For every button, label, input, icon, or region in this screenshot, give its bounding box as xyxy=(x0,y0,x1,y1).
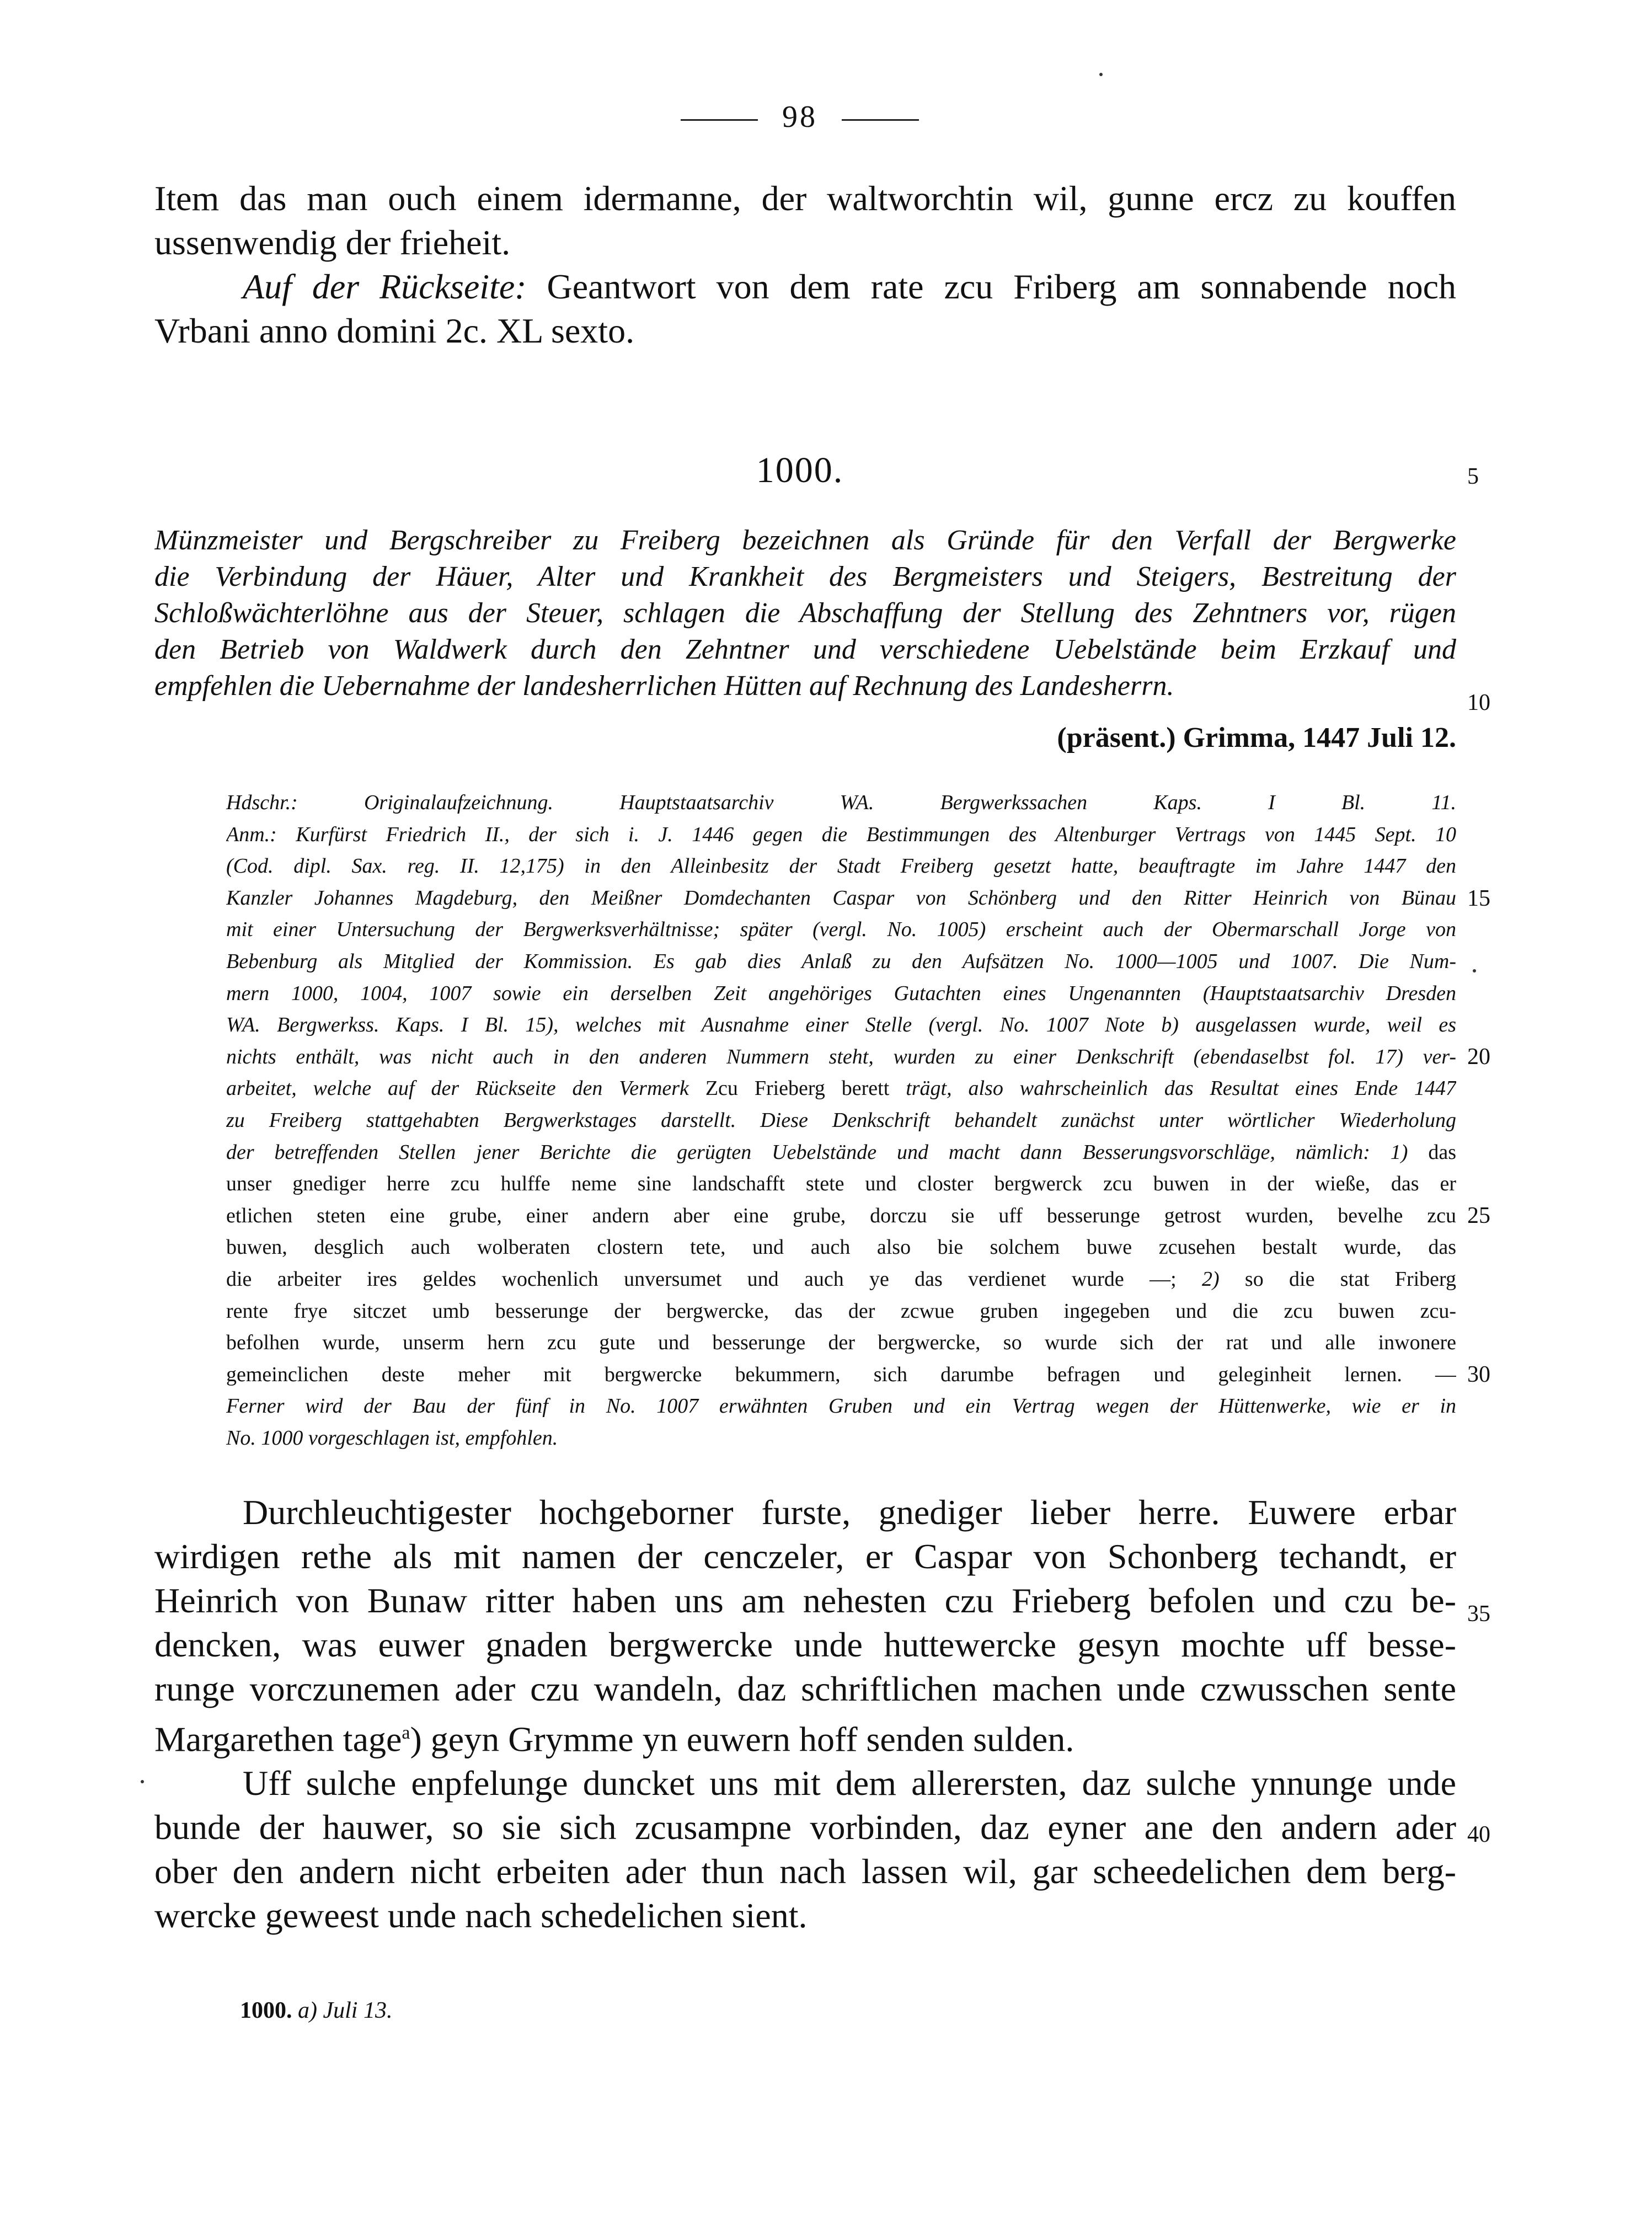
note-segment: Ferner wird der Bau der fünf in No. 1007 erwähnten Gruben und ein Vertrag wegen der Hüttenwerke, wie er in xyxy=(226,1394,1456,1418)
note-segment: unser gnediger herre zcu hulffe neme sine landschafft stete und closter bergwerck zcu buwen in der wieße, das er xyxy=(226,1172,1456,1196)
note-line xyxy=(226,1327,1456,1359)
note-segment: nichts enthält, was nicht auch in den anderen Nummern steht, wurden zu einer Denkschrift (ebendaselbst fol. 17) ver- xyxy=(226,1045,1456,1068)
document-date: (präsent.) Grimma, 1447 Juli 12. xyxy=(1057,722,1456,753)
regest-line: Schloßwächterlöhne aus der Steuer, schlagen die Abschaffung der Stellung des Zehntners vor, rügen xyxy=(154,597,1456,629)
opening-text xyxy=(154,177,1456,353)
note-segment: der betreffenden Stellen jener Berichte die gerügten Uebelstände und macht dann Besserungsvorschläge, nämlich: 1) xyxy=(226,1140,1429,1164)
letter-text: ) geyn Grymme yn euwern hoff senden sulden. xyxy=(410,1719,1074,1759)
note-segment: (Cod. dipl. Sax. reg. II. 12,175) in den Alleinbesitz der Stadt Freiberg gesetzt hatte, beauftragte im Jahre 1447 den xyxy=(226,854,1456,878)
letter-line: bunde der hauwer, so sie sich zcusampne vorbinden, daz eyner ane den andern ader xyxy=(154,1808,1456,1847)
letter-line: Durchleuchtigester hochgeborner furste, gnediger lieber herre. Euwere erbar xyxy=(243,1493,1456,1532)
note-line xyxy=(226,1391,1456,1423)
line-number: 20 xyxy=(1467,1044,1490,1070)
line-number: 10 xyxy=(1467,690,1490,715)
note-line xyxy=(226,1137,1456,1169)
footnote-mark: a xyxy=(402,1723,410,1743)
header-rule-left xyxy=(681,119,758,121)
note-segment: buwen, desglich auch wolberaten clostern tete, und auch also bie solchem buwe zcusehen bestalt wurde, das xyxy=(226,1236,1456,1259)
note-line xyxy=(226,914,1456,946)
letter-line: wirdigen rethe als mit namen der cenczeler, er Caspar von Schonberg techandt, er xyxy=(154,1537,1456,1576)
letter-line: runge vorczunemen ader czu wandeln, daz schriftlichen machen unde czwusschen sente xyxy=(154,1669,1456,1708)
note-segment: rente frye sitczet umb besserunge der bergwercke, das der zcwue gruben ingegeben und die zcu buwen zcu- xyxy=(226,1299,1456,1323)
note-line xyxy=(226,1009,1456,1041)
note-segment: mit einer Untersuchung der Bergwerksverhältnisse; später (vergl. No. 1005) erscheint auch der Obermarschall Jorge von xyxy=(226,918,1456,942)
note-segment: WA. Bergwerkss. Kaps. I Bl. 15), welches mit Ausnahme einer Stelle (vergl. No. 1007 Note b) ausgelassen wurde, weil es xyxy=(226,1013,1456,1037)
note-segment: No. 1000 vorgeschlagen ist, empfohlen. xyxy=(226,1426,558,1450)
note-line xyxy=(226,1296,1456,1328)
document-number: 1000. xyxy=(756,450,844,490)
note-segment: trägt, also wahrscheinlich das Resultat eines Ende 1447 xyxy=(889,1077,1456,1100)
note-segment: so die stat Friberg xyxy=(1219,1267,1456,1291)
line-number: 35 xyxy=(1467,1601,1490,1627)
note-segment: befolhen wurde, unserm hern zcu gute und besserunge der bergwercke, so wurde sich der rat und alle inwonere xyxy=(226,1331,1456,1355)
date-line xyxy=(154,720,1456,756)
note-line xyxy=(226,1359,1456,1391)
letter-body xyxy=(154,1490,1456,1938)
verso-label: Auf der Rückseite: xyxy=(243,267,527,306)
note-segment: Hdschr.: Originalaufzeichnung. Hauptstaatsarchiv WA. Bergwerkssachen Kaps. I Bl. 11. xyxy=(226,791,1456,814)
letter-line: Heinrich von Bunaw ritter haben uns am nehesten czu Frieberg befolen und czu be- xyxy=(154,1581,1456,1620)
running-head xyxy=(0,99,1600,135)
regest xyxy=(154,522,1456,704)
opening-line: ussenwendig der frieheit. xyxy=(154,223,511,262)
note-segment: zu Freiberg stattgehabten Bergwerkstages darstellt. Diese Denkschrift behandelt zunächst unter wörtlicher Wiederholung xyxy=(226,1108,1456,1132)
note-line xyxy=(226,819,1456,851)
note-line xyxy=(226,883,1456,915)
letter-line: Uff sulche enpfelunge duncket uns mit dem allerersten, daz sulche ynnunge unde xyxy=(243,1763,1456,1803)
note-line xyxy=(226,1200,1456,1232)
note-segment: die arbeiter ires geldes wochenlich unversumet und auch ye das verdienet wurde —; xyxy=(226,1267,1202,1291)
footnote-number: 1000. xyxy=(240,1998,292,2023)
notes-apparatus xyxy=(226,787,1456,1454)
note-segment: Kanzler Johannes Magdeburg, den Meißner Domdechanten Caspar von Schönberg und den Ritter Heinrich von Bünau xyxy=(226,886,1456,910)
line-number: 40 xyxy=(1467,1822,1490,1847)
note-segment: etlichen steten eine grube, einer andern aber eine grube, dorczu sie uff besserunge getrost wurden, bevelhe zcu xyxy=(226,1204,1456,1227)
note-segment: Bebenburg als Mitglied der Kommission. Es gab dies Anlaß zu den Aufsätzen No. 1000—1005 und 1007. Die Num- xyxy=(226,949,1456,973)
note-line xyxy=(226,1041,1456,1073)
print-speck xyxy=(1473,969,1476,972)
header-rule-right xyxy=(842,119,919,121)
print-speck xyxy=(1099,73,1103,76)
note-line xyxy=(226,978,1456,1010)
print-speck xyxy=(141,1780,144,1783)
note-line xyxy=(226,1105,1456,1137)
letter-line: dencken, was euwer gnaden bergwercke unde huttewercke gesyn mochte uff besse- xyxy=(154,1625,1456,1664)
note-segment: Zcu Frieberg berett xyxy=(705,1077,890,1100)
line-number: 30 xyxy=(1467,1362,1490,1387)
regest-line: die Verbindung der Häuer, Alter und Krankheit des Bergmeisters und Steigers, Bestreitung der xyxy=(154,561,1456,592)
note-line xyxy=(226,1073,1456,1105)
note-segment: mern 1000, 1004, 1007 sowie ein derselben Zeit angehöriges Gutachten eines Ungenannten (Hauptstaatsarchiv Dresden xyxy=(226,981,1456,1005)
letter-line: ober den andern nicht erbeiten ader thun nach lassen wil, gar scheedelichen dem berg- xyxy=(154,1852,1456,1891)
verso-text: Geantwort von dem rate zcu Friberg am sonnabende noch xyxy=(526,267,1456,306)
verso-line-2: Vrbani anno domini 2c. XL sexto. xyxy=(154,311,635,350)
letter-line xyxy=(154,1711,1456,1761)
line-number: 5 xyxy=(1467,464,1479,489)
regest-line: empfehlen die Uebernahme der landesherrlichen Hütten auf Rechnung des Landesherrn. xyxy=(154,670,1174,702)
note-line xyxy=(226,1232,1456,1264)
note-segment: arbeitet, welche auf der Rückseite den Vermerk xyxy=(226,1077,705,1100)
letter-line: wercke geweest unde nach schedelichen sient. xyxy=(154,1896,808,1936)
note-segment: 2) xyxy=(1201,1267,1220,1291)
page-number: 98 xyxy=(782,100,817,134)
line-number: 15 xyxy=(1467,886,1490,911)
note-line xyxy=(226,851,1456,883)
line-number: 25 xyxy=(1467,1203,1490,1228)
regest-line: Münzmeister und Bergschreiber zu Freiberg bezeichnen als Gründe für den Verfall der Bergwerke xyxy=(154,525,1456,556)
letter-text: Margarethen tage xyxy=(154,1719,402,1759)
opening-line: Item das man ouch einem idermanne, der waltworchtin wil, gunne ercz zu kouffen xyxy=(154,179,1456,218)
note-segment: Anm.: Kurfürst Friedrich II., der sich i. J. 1446 gegen die Bestimmungen des Altenburger Vertrags von 1445 Sept. 10 xyxy=(226,822,1456,846)
footnote xyxy=(240,1994,392,2027)
note-line xyxy=(226,1423,1456,1455)
footnote-text: a) Juli 13. xyxy=(298,1998,393,2023)
note-line xyxy=(226,946,1456,978)
note-segment: das xyxy=(1428,1140,1456,1164)
note-line xyxy=(226,1264,1456,1296)
regest-line: den Betrieb von Waldwerk durch den Zehntner und verschiedene Uebelstände beim Erzkauf und xyxy=(154,634,1456,665)
note-line xyxy=(226,1168,1456,1200)
note-segment: gemeinclichen deste meher mit bergwercke bekummern, sich darumbe befragen und geleginheit lernen. — xyxy=(226,1362,1456,1386)
note-line xyxy=(226,787,1456,819)
verso-note xyxy=(154,265,1456,309)
